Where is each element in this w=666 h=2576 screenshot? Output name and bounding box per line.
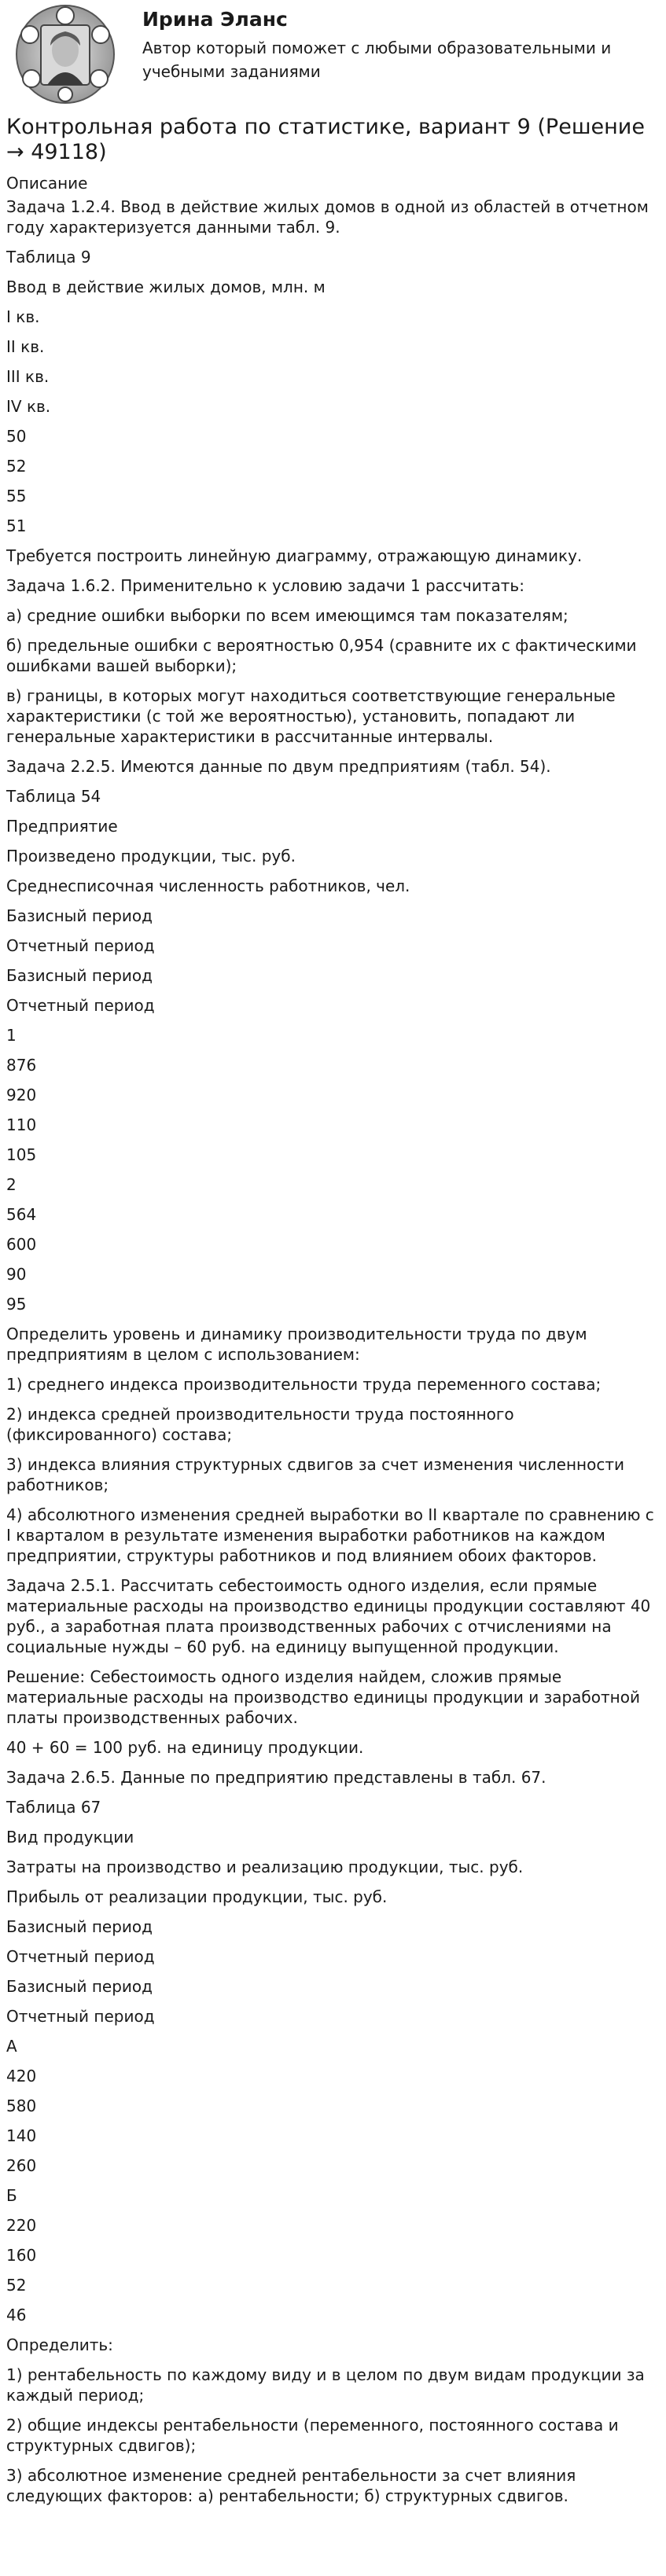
table-9-cell: II кв.	[6, 337, 45, 356]
task-2-2-5-item: 4) абсолютного изменения средней выработки во II квартале по сравнению с I кварталом в результате изменения выработки работников на каждом предприятии, структуры работников и под влиянием обоих факторов.	[6, 1505, 654, 1565]
table-54-header: Произведено продукции, тыс. руб.	[6, 847, 296, 865]
task-2-5-1-solution: Решение: Себестоимость одного изделия найдем, сложив прямые материальные расходы на производство единицы продукции и заработной платы производственных рабочих.	[6, 1667, 640, 1727]
task-2-6-5-item: 3) абсолютное изменение средней рентабельности за счет влияния следующих факторов: а) рентабельности; б) структурных сдвигов.	[6, 2466, 576, 2505]
table-9-header: Ввод в действие жилых домов, млн. м	[6, 277, 326, 296]
table-67-cell: Б	[6, 2186, 17, 2205]
table-54-header: Отчетный период	[6, 936, 155, 955]
table-9-caption: Таблица 9	[6, 248, 91, 266]
table-67-cell: 260	[6, 2156, 37, 2175]
task-2-2-5-item: 2) индекса средней производительности труда постоянного (фиксированного) состава;	[6, 1405, 514, 1444]
task-2-6-5-requirement: Определить:	[6, 2335, 113, 2354]
task-2-6-5: Задача 2.6.5. Данные по предприятию представлены в табл. 67.	[6, 1768, 546, 1787]
table-67-cell: 420	[6, 2067, 37, 2085]
task-1-6-2-item: в) границы, в которых могут находиться соответствующие генеральные характеристики (с той же вероятностью), установить, попадают ли генеральные характеристики в рассчитанные интервалы.	[6, 686, 616, 746]
description-content	[6, 197, 655, 2506]
table-54-header: Базисный период	[6, 966, 153, 985]
task-1-6-2: Задача 1.6.2. Применительно к условию задачи 1 рассчитать:	[6, 576, 524, 595]
table-9-cell: 50	[6, 427, 27, 446]
table-67-header: Прибыль от реализации продукции, тыс. руб.	[6, 1887, 388, 1906]
section-label-description: Описание	[6, 174, 88, 193]
table-67-cell: 46	[6, 2306, 27, 2324]
table-54-cell: 564	[6, 1205, 37, 1224]
table-9-cell: III кв.	[6, 367, 50, 386]
table-67-cell: А	[6, 2037, 17, 2056]
table-54-cell: 95	[6, 1295, 27, 1314]
task-1-6-2-item: а) средние ошибки выборки по всем имеющимся там показателям;	[6, 606, 568, 625]
author-header	[0, 0, 666, 110]
author-avatar[interactable]	[6, 3, 124, 105]
table-67-header: Вид продукции	[6, 1828, 134, 1847]
table-54-cell: 105	[6, 1145, 37, 1164]
table-67-cell: 220	[6, 2216, 37, 2235]
table-67-cell: 140	[6, 2126, 37, 2145]
table-9-cell: 55	[6, 487, 27, 505]
table-67-header: Базисный период	[6, 1977, 153, 1996]
table-54-header: Отчетный период	[6, 996, 155, 1015]
task-2-5-1: Задача 2.5.1. Рассчитать себестоимость одного изделия, если прямые материальные расходы на производство единицы продукции составляют 40 руб., а заработная плата производственных рабочих с отчислениями на социальные нужды – 60 руб. на единицу выпущенной продукции.	[6, 1576, 651, 1656]
table-54-cell: 90	[6, 1265, 27, 1284]
task-1-6-2-item: б) предельные ошибки с вероятностью 0,954 (сравните их с фактическими ошибками вашей выборки);	[6, 636, 637, 675]
table-67-header: Базисный период	[6, 1917, 153, 1936]
table-54-cell: 876	[6, 1056, 37, 1075]
table-67-cell: 580	[6, 2096, 37, 2115]
table-9-cell: I кв.	[6, 307, 40, 326]
table-54-header: Предприятие	[6, 817, 118, 836]
table-9-cell: 52	[6, 457, 27, 476]
task-2-2-5-item: 3) индекса влияния структурных сдвигов за счет изменения численности работников;	[6, 1455, 625, 1494]
page-title: Контрольная работа по статистике, вариант 9 (Решение → 49118)	[6, 115, 645, 164]
author-name[interactable]: Ирина Эланс	[142, 8, 288, 31]
table-67-cell: 52	[6, 2276, 27, 2295]
table-54-cell: 1	[6, 1026, 17, 1045]
table-9-cell: IV кв.	[6, 397, 51, 416]
table-67-header: Отчетный период	[6, 1947, 155, 1966]
task-2-2-5-requirement: Определить уровень и динамику производительности труда по двум предприятиям в целом с использованием:	[6, 1325, 587, 1364]
task-1-2-4: Задача 1.2.4. Ввод в действие жилых домов в одной из областей в отчетном году характеризуется данными табл. 9.	[6, 197, 649, 237]
table-54-header: Базисный период	[6, 906, 153, 925]
film-reel-avatar-image	[6, 3, 124, 105]
table-54-cell: 110	[6, 1115, 37, 1134]
task-2-6-5-item: 1) рентабельность по каждому виду и в целом по двум видам продукции за каждый период;	[6, 2365, 645, 2405]
table-54-cell: 2	[6, 1175, 17, 1194]
table-9-cell: 51	[6, 516, 27, 535]
task-2-2-5-item: 1) среднего индекса производительности труда переменного состава;	[6, 1375, 602, 1394]
task-2-5-1-formula: 40 + 60 = 100 руб. на единицу продукции.	[6, 1738, 364, 1757]
table-67-header: Затраты на производство и реализацию продукции, тыс. руб.	[6, 1858, 524, 1876]
table-54-caption: Таблица 54	[6, 787, 101, 806]
task-1-2-4-requirement: Требуется построить линейную диаграмму, отражающую динамику.	[6, 546, 583, 565]
table-67-header: Отчетный период	[6, 2007, 155, 2026]
table-54-cell: 920	[6, 1086, 37, 1104]
task-2-2-5: Задача 2.2.5. Имеются данные по двум предприятиям (табл. 54).	[6, 757, 551, 776]
author-description: Автор который поможет с любыми образовательными и учебными заданиями	[142, 39, 612, 81]
table-67-cell: 160	[6, 2246, 37, 2265]
table-54-header: Среднесписочная численность работников, чел.	[6, 876, 410, 895]
table-54-cell: 600	[6, 1235, 37, 1254]
table-67-caption: Таблица 67	[6, 1798, 101, 1817]
task-2-6-5-item: 2) общие индексы рентабельности (переменного, постоянного состава и структурных сдвигов);	[6, 2416, 619, 2455]
